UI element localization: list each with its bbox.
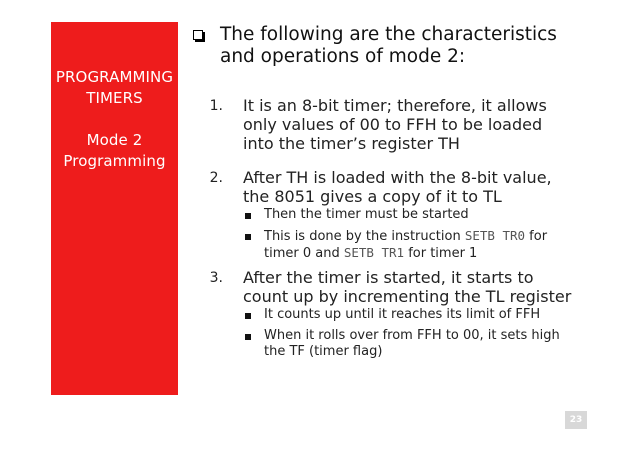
square-bullet-icon	[245, 213, 251, 219]
list-item	[243, 268, 613, 306]
square-bullet-icon	[245, 234, 251, 240]
item-number: 1.	[209, 98, 223, 114]
section-subtitle-line1: Mode 2	[86, 131, 143, 149]
item-line: After TH is loaded with the 8-bit value,	[243, 168, 552, 187]
sub-text: timer 0 and	[264, 246, 344, 261]
list-item	[243, 96, 613, 153]
sub-item-line: the TF (timer flag)	[264, 344, 383, 359]
code-snippet: SETB TR1	[343, 245, 405, 260]
section-subtitle-line2: Programming	[63, 152, 166, 170]
item-number: 2.	[209, 170, 223, 186]
sub-text: This is done by the instruction	[264, 229, 465, 244]
page-number: 23	[565, 411, 587, 429]
item-line: After the timer is started, it starts to	[243, 268, 534, 287]
item-line: only values of 00 to FFH to be loaded	[243, 115, 543, 134]
heading-line2: and operations of mode 2:	[220, 46, 466, 67]
item-line: into the timer’s register TH	[243, 134, 460, 153]
item-line: the 8051 gives a copy of it to TL	[243, 187, 502, 206]
square-bullet-icon	[245, 313, 251, 319]
section-title-line1: PROGRAMMING	[55, 68, 174, 86]
code-snippet: SETB TR0	[464, 228, 526, 243]
sub-text: for timer 1	[404, 246, 478, 261]
list-item	[243, 168, 613, 206]
slide-heading	[220, 24, 600, 68]
item-line: count up by incrementing the TL register	[243, 287, 572, 306]
sub-item: It counts up until it reaches its limit of FFH	[264, 307, 541, 322]
checkbox-bullet-icon	[193, 30, 203, 40]
sub-item-line	[264, 228, 624, 245]
item-line: It is an 8-bit timer; therefore, it allows	[243, 96, 547, 115]
section-title-line2: TIMERS	[86, 89, 143, 107]
square-bullet-icon	[245, 334, 251, 340]
section-subtitle	[51, 130, 178, 172]
heading-line1: The following are the characteristics	[220, 24, 557, 45]
sub-text: for	[525, 229, 548, 244]
sub-item-line: When it rolls over from FFH to 00, it sets high	[264, 328, 560, 343]
sidebar-panel	[51, 22, 178, 395]
sub-item: Then the timer must be started	[264, 207, 469, 222]
sub-item	[264, 328, 624, 360]
sub-item	[264, 228, 624, 262]
item-number: 3.	[209, 270, 223, 286]
section-title	[51, 67, 178, 109]
sub-item-line	[264, 245, 624, 262]
